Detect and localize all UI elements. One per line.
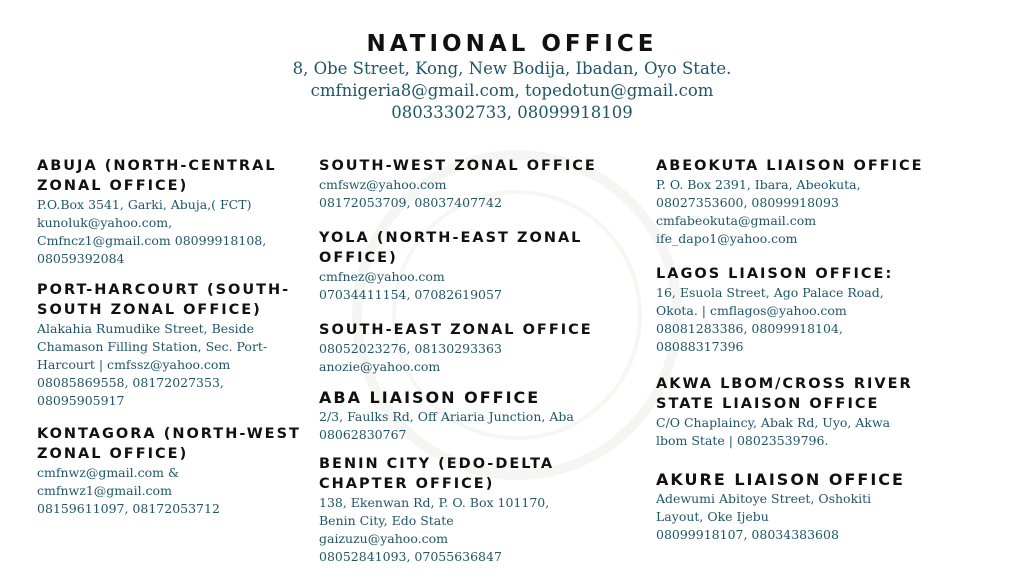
office-line: cmfnwz1@gmail.com bbox=[37, 483, 172, 498]
column-middle bbox=[319, 156, 619, 580]
office-akure bbox=[656, 470, 956, 544]
office-title: YOLA (NORTH-EAST ZONAL OFFICE) bbox=[319, 230, 583, 266]
office-line: Chamason Filling Station, Sec. Port- bbox=[37, 339, 268, 354]
office-line: cmfswz@yahoo.com bbox=[319, 177, 447, 192]
office-title: PORT-HARCOURT (SOUTH-SOUTH ZONAL OFFICE) bbox=[37, 282, 291, 318]
office-south-west bbox=[319, 156, 619, 212]
office-line: 16, Esuola Street, Ago Palace Road, bbox=[656, 285, 884, 300]
office-abeokuta bbox=[656, 156, 956, 248]
office-lagos bbox=[656, 264, 956, 356]
office-line: 08027353600, 08099918093 bbox=[656, 195, 839, 210]
column-left bbox=[37, 156, 307, 532]
office-line: 08085869558, 08172027353, bbox=[37, 375, 224, 390]
office-line: C/O Chaplaincy, Abak Rd, Uyo, Akwa bbox=[656, 415, 891, 430]
office-abuja bbox=[37, 156, 307, 268]
office-line: 08059392084 bbox=[37, 251, 125, 266]
office-line: anozie@yahoo.com bbox=[319, 359, 441, 374]
office-line: Cmfncz1@gmail.com 08099918108, bbox=[37, 233, 267, 248]
office-line: Adewumi Abitoye Street, Oshokiti bbox=[656, 491, 872, 506]
national-office-phones: 08033302733, 08099918109 bbox=[391, 103, 633, 122]
office-line: 08095905917 bbox=[37, 393, 125, 408]
national-office-address: 8, Obe Street, Kong, New Bodija, Ibadan, Oyo State. bbox=[292, 59, 732, 78]
national-office-emails: cmfnigeria8@gmail.com, topedotun@gmail.com bbox=[310, 81, 714, 100]
office-title: ABA LIAISON OFFICE bbox=[319, 388, 541, 407]
office-kontagora bbox=[37, 424, 307, 518]
office-line: Okota. | cmflagos@yahoo.com bbox=[656, 303, 847, 318]
office-line: Harcourt | cmfssz@yahoo.com bbox=[37, 357, 231, 372]
office-line: 08159611097, 08172053712 bbox=[37, 501, 220, 516]
office-line: Benin City, Edo State bbox=[319, 513, 454, 528]
office-line: 08052023276, 08130293363 bbox=[319, 341, 502, 356]
office-line: 08081283386, 08099918104, bbox=[656, 321, 843, 336]
office-line: gaizuzu@yahoo.com bbox=[319, 531, 448, 546]
office-line: P. O. Box 2391, Ibara, Abeokuta, bbox=[656, 177, 861, 192]
office-title: ABUJA (NORTH-CENTRAL ZONAL OFFICE) bbox=[37, 158, 277, 194]
office-line: 138, Ekenwan Rd, P. O. Box 101170, bbox=[319, 495, 550, 510]
office-yola bbox=[319, 228, 619, 304]
office-line: 08172053709, 08037407742 bbox=[319, 195, 502, 210]
office-line: P.O.Box 3541, Garki, Abuja,( FCT) bbox=[37, 197, 252, 212]
office-line: cmfabeokuta@gmail.com bbox=[656, 213, 817, 228]
office-line: 08052841093, 07055636847 bbox=[319, 549, 502, 564]
office-akwa-ibom bbox=[656, 374, 956, 450]
office-title: SOUTH-WEST ZONAL OFFICE bbox=[319, 158, 597, 174]
office-line: Layout, Oke Ijebu bbox=[656, 509, 769, 524]
office-title: LAGOS LIAISON OFFICE: bbox=[656, 266, 894, 282]
office-line: kunoluk@yahoo.com, bbox=[37, 215, 173, 230]
office-south-east bbox=[319, 320, 619, 376]
office-line: Alakahia Rumudike Street, Beside bbox=[37, 321, 255, 336]
office-line: cmfnwz@gmail.com & bbox=[37, 465, 180, 480]
office-title: AKWA LBOM/CROSS RIVER STATE LIAISON OFFICE bbox=[656, 376, 913, 412]
office-port-harcourt bbox=[37, 280, 307, 410]
office-line: 08088317396 bbox=[656, 339, 744, 354]
office-line: 2/3, Faulks Rd, Off Ariaria Junction, Aba bbox=[319, 409, 574, 424]
office-title: AKURE LIAISON OFFICE bbox=[656, 470, 905, 489]
national-office-title: NATIONAL OFFICE bbox=[366, 31, 658, 57]
column-right bbox=[656, 156, 956, 558]
office-title: ABEOKUTA LIAISON OFFICE bbox=[656, 158, 924, 174]
office-line: 07034411154, 07082619057 bbox=[319, 287, 502, 302]
national-office bbox=[0, 30, 1024, 124]
office-aba bbox=[319, 388, 619, 444]
office-line: lbom State | 08023539796. bbox=[656, 433, 829, 448]
office-line: ife_dapo1@yahoo.com bbox=[656, 231, 798, 246]
office-benin-city bbox=[319, 454, 619, 566]
office-title: BENIN CITY (EDO-DELTA CHAPTER OFFICE) bbox=[319, 456, 555, 492]
office-title: KONTAGORA (NORTH-WEST ZONAL OFFICE) bbox=[37, 426, 301, 462]
office-line: cmfnez@yahoo.com bbox=[319, 269, 445, 284]
office-title: SOUTH-EAST ZONAL OFFICE bbox=[319, 322, 593, 338]
office-line: 08062830767 bbox=[319, 427, 407, 442]
office-line: 08099918107, 08034383608 bbox=[656, 527, 839, 542]
